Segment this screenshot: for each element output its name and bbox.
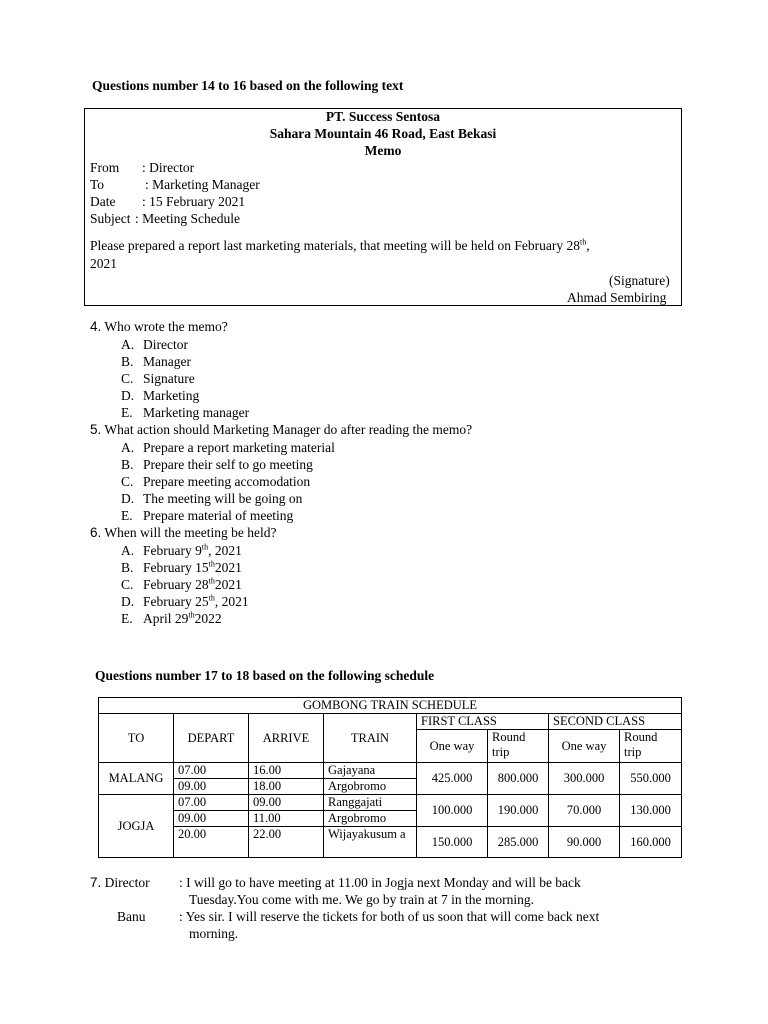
q4-option: B. Manager [121, 354, 191, 369]
depart-cell: 07.00 [174, 763, 249, 779]
dialogue-line-2b: morning. [189, 926, 239, 941]
header-second-oneway: One way [549, 730, 620, 763]
memo-company: PT. Success Sentosa [325, 109, 441, 124]
train-cell: Argobromo [324, 779, 417, 795]
header-second-round: Round trip [620, 730, 682, 763]
q5-option: A. Prepare a report marketing material [121, 440, 335, 455]
price-cell: 100.000 [417, 795, 488, 827]
q6-option: D. February 25th, 2021 [121, 593, 249, 609]
price-cell: 300.000 [549, 763, 620, 795]
q6-option: E. April 29th2022 [121, 610, 222, 626]
header-arrive: ARRIVE [249, 714, 324, 763]
dialogue-line-1b: Tuesday.You come with me. We go by train at 7 in the morning. [189, 892, 535, 907]
header-first-class: FIRST CLASS [417, 714, 549, 730]
destination-malang: MALANG [99, 763, 174, 795]
price-cell: 550.000 [620, 763, 682, 795]
arrive-cell: 22.00 [249, 827, 324, 858]
memo-from-label: From [90, 160, 120, 175]
q4-option: A. Director [121, 337, 188, 352]
train-cell: Wijayakusum a [324, 827, 417, 858]
speaker-banu: Banu [117, 909, 146, 924]
q4-option: C. Signature [121, 371, 195, 386]
question-7-number: 7. Director [90, 875, 150, 890]
price-cell: 800.000 [488, 763, 549, 795]
dialogue-line-1: : I will go to have meeting at 11.00 in Jogja next Monday and will be back [179, 875, 581, 890]
dialogue-line-2: : Yes sir. I will reserve the tickets for both of us soon that will come back next [179, 909, 600, 924]
q6-option: B. February 15th2021 [121, 559, 242, 575]
price-cell: 70.000 [549, 795, 620, 827]
schedule-title: GOMBONG TRAIN SCHEDULE [99, 698, 682, 714]
depart-cell: 07.00 [174, 795, 249, 811]
arrive-cell: 11.00 [249, 811, 324, 827]
section-heading-1: Questions number 14 to 16 based on the following text [92, 78, 404, 93]
train-cell: Ranggajati [324, 795, 417, 811]
price-cell: 285.000 [488, 827, 549, 858]
price-cell: 425.000 [417, 763, 488, 795]
question-6: 6. When will the meeting be held? [90, 525, 277, 540]
train-cell: Gajayana [324, 763, 417, 779]
question-4: 4. Who wrote the memo? [90, 319, 228, 334]
train-schedule-table [98, 697, 682, 858]
arrive-cell: 18.00 [249, 779, 324, 795]
arrive-cell: 16.00 [249, 763, 324, 779]
memo-subject-label: Subject [90, 211, 131, 226]
memo-date-label: Date [90, 194, 116, 209]
header-first-round: Round trip [488, 730, 549, 763]
memo-title: Memo [364, 143, 402, 158]
destination-jogja: JOGJA [99, 795, 174, 858]
q5-option: B. Prepare their self to go meeting [121, 457, 313, 472]
price-cell: 150.000 [417, 827, 488, 858]
memo-signature: (Signature) [609, 273, 670, 288]
section-heading-2: Questions number 17 to 18 based on the following schedule [95, 668, 435, 683]
price-cell: 90.000 [549, 827, 620, 858]
q4-option: E. Marketing manager [121, 405, 250, 420]
q5-option: C. Prepare meeting accomodation [121, 474, 311, 489]
memo-body: Please prepared a report last marketing materials, that meeting will be held on February 28th, [90, 237, 590, 253]
q6-option: C. February 28th2021 [121, 576, 242, 592]
header-second-class: SECOND CLASS [549, 714, 682, 730]
header-depart: DEPART [174, 714, 249, 763]
question-5: 5. What action should Marketing Manager do after reading the memo? [90, 422, 473, 437]
train-cell: Argobromo [324, 811, 417, 827]
price-cell: 160.000 [620, 827, 682, 858]
price-cell: 130.000 [620, 795, 682, 827]
header-to: TO [99, 714, 174, 763]
memo-signer: Ahmad Sembiring [567, 290, 667, 305]
header-first-oneway: One way [417, 730, 488, 763]
q5-option: D. The meeting will be going on [121, 491, 303, 506]
q5-option: E. Prepare material of meeting [121, 508, 294, 523]
memo-to-value: : Marketing Manager [145, 177, 260, 192]
memo-from-value: : Director [142, 160, 195, 175]
depart-cell: 20.00 [174, 827, 249, 858]
depart-cell: 09.00 [174, 779, 249, 795]
arrive-cell: 09.00 [249, 795, 324, 811]
memo-address: Sahara Mountain 46 Road, East Bekasi [269, 126, 497, 141]
q6-option: A. February 9th, 2021 [121, 542, 242, 558]
q4-option: D. Marketing [121, 388, 200, 403]
memo-to-label: To [90, 177, 105, 192]
memo-subject-value: : Meeting Schedule [135, 211, 240, 226]
price-cell: 190.000 [488, 795, 549, 827]
memo-date-value: : 15 February 2021 [142, 194, 246, 209]
memo-body-year: 2021 [90, 256, 117, 271]
header-train: TRAIN [324, 714, 417, 763]
depart-cell: 09.00 [174, 811, 249, 827]
